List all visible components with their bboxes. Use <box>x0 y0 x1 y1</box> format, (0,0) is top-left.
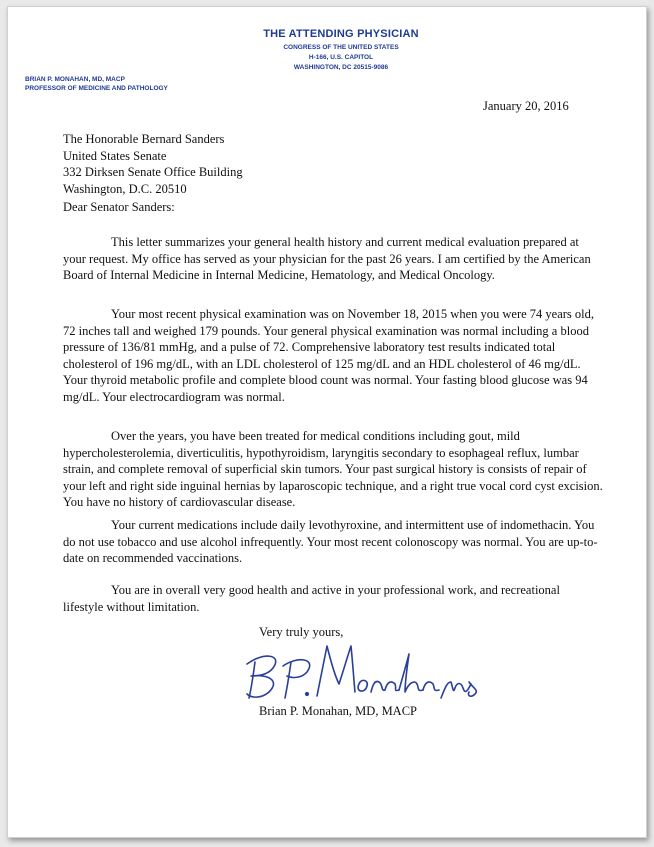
recipient-line: Washington, D.C. 20510 <box>63 181 187 196</box>
signer-name: Brian P. Monahan, MD, MACP <box>259 704 417 718</box>
body-paragraph-5: You are in overall very good health and active in your professional work, and recreational lifestyle without limitation. <box>63 583 560 614</box>
body-paragraph-4: Your current medications include daily levothyroxine, and intermittent use of indomethacin. You do not use tobacco and use alcohol infrequently. Your most recent colonoscopy was normal. You are up-to-date on recommended vaccinations. <box>63 518 598 566</box>
recipient-line: United States Senate <box>63 148 167 163</box>
body-paragraph-2: Your most recent physical examination was on November 18, 2015 when you were 74 years old, 72 inches tall and weighed 179 pounds. Your general physical examination was normal including a blood pressure of 136/81 mmHg, and a pulse of 72. Comprehensive laboratory test results indicated total cholesterol of 196 mg/dL, with an LDL cholesterol of 125 mg/dL and an HDL cholesterol of 46 mg/dL. Your thyroid metabolic profile and complete blood count was normal. Your fasting blood glucose was 94 mg/dL. Your electrocardiogram was normal. <box>63 307 595 404</box>
handwritten-signature <box>233 632 483 707</box>
letter-date: January 20, 2016 <box>483 99 569 113</box>
recipient-line: The Honorable Bernard Sanders <box>63 132 225 146</box>
letterhead-line-1: CONGRESS OF THE UNITED STATES <box>283 44 399 51</box>
body-paragraph-1: This letter summarizes your general health history and current medical evaluation prepared at your request. My office has served as your physician for the past 26 years. I am certified by the American Board of Internal Medicine in Internal Medicine, Hematology, and Medical Oncology. <box>63 235 591 283</box>
letterhead-author-role: PROFESSOR OF MEDICINE AND PATHOLOGY <box>25 85 168 92</box>
salutation: Dear Senator Sanders: <box>63 200 175 214</box>
letterhead-title: THE ATTENDING PHYSICIAN <box>263 28 419 40</box>
letter-page <box>7 6 647 838</box>
letterhead-line-2: H-166, U.S. CAPITOL <box>308 54 374 61</box>
closing: Very truly yours, <box>259 625 344 639</box>
recipient-line: 332 Dirksen Senate Office Building <box>63 165 243 179</box>
letterhead-line-3: WASHINGTON, DC 20515-9086 <box>293 64 389 71</box>
body-paragraph-3: Over the years, you have been treated for medical conditions including gout, mild hypercholesterolemia, diverticulitis, hypothyroidism, laryngitis secondary to esophageal reflux, lumbar strain, and complete removal of superficial skin tumors. Your past surgical history is consists of repair of your left and right side inguinal hernias by laparoscopic technique, and a right true vocal cord cyst excision. You have no history of cardiovascular disease. <box>63 429 603 510</box>
letterhead-author-name: BRIAN P. MONAHAN, MD, MACP <box>25 76 125 83</box>
recipient-address <box>63 131 243 197</box>
